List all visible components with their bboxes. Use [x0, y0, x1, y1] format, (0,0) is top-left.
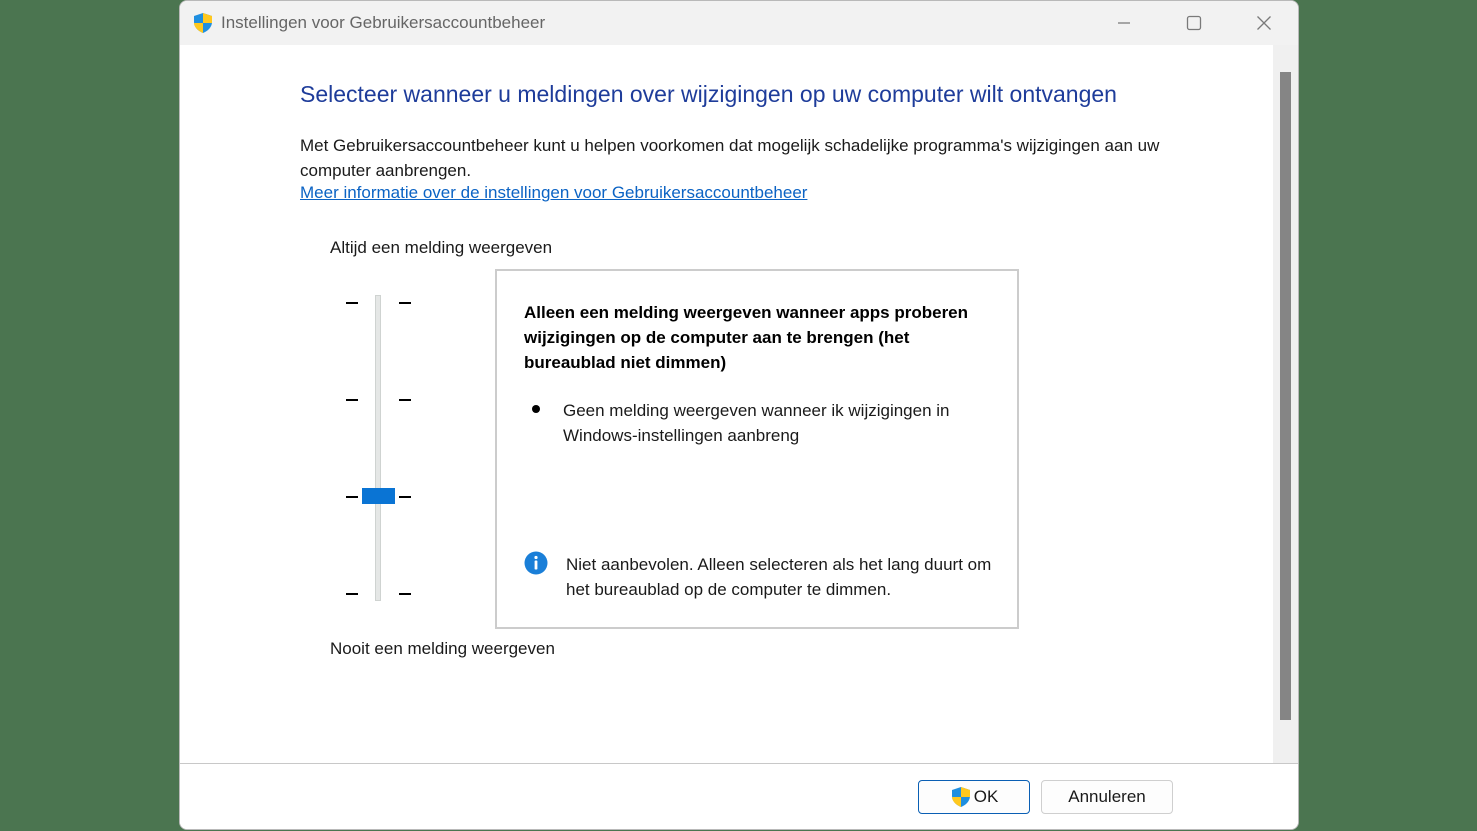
more-info-link[interactable]: Meer informatie over de instellingen voor Gebruikersaccountbeheer [300, 183, 808, 202]
info-icon [524, 551, 548, 575]
warning-text: Niet aanbevolen. Alleen selecteren als het lang duurt om het bureaublad op de computer te dimmen. [566, 555, 992, 599]
bullet-icon [532, 405, 540, 413]
slider-tick [346, 496, 358, 498]
slider-tick [399, 593, 411, 595]
slider-tick [346, 399, 358, 401]
minimize-icon [1116, 15, 1132, 31]
close-button[interactable] [1229, 1, 1299, 45]
uac-shield-icon [192, 12, 214, 34]
uac-shield-icon [950, 786, 972, 808]
scrollbar-thumb[interactable] [1280, 72, 1291, 720]
page-heading: Selecteer wanneer u meldingen over wijzigingen op uw computer wilt ontvangen [300, 81, 1117, 107]
slider-tick [399, 496, 411, 498]
description-text: Met Gebruikersaccountbeheer kunt u helpen voorkomen dat mogelijk schadelijke programma's wijzigingen aan uw computer aanbrengen. [300, 136, 1160, 180]
window-title: Instellingen voor Gebruikersaccountbeheer [221, 13, 546, 32]
ok-button[interactable] [918, 780, 1030, 814]
minimize-button[interactable] [1089, 1, 1159, 45]
vertical-scrollbar[interactable] [1273, 45, 1298, 763]
notification-level-slider[interactable] [346, 293, 412, 605]
slider-tick [346, 593, 358, 595]
slider-tick [399, 302, 411, 304]
level-description-box [495, 269, 1019, 629]
close-icon [1256, 15, 1272, 31]
content-area [180, 45, 1273, 763]
ok-label: OK [973, 787, 999, 806]
title-bar[interactable] [180, 1, 1298, 45]
slider-thumb[interactable] [362, 488, 395, 504]
slider-tick [346, 302, 358, 304]
dialog-footer [180, 763, 1298, 830]
maximize-icon [1186, 15, 1202, 31]
slider-bottom-label: Nooit een melding weergeven [330, 639, 555, 658]
cancel-button[interactable] [1041, 780, 1173, 814]
slider-track[interactable] [375, 295, 381, 601]
level-bullet: Geen melding weergeven wanneer ik wijzigingen in Windows-instellingen aanbreng [563, 401, 950, 445]
cancel-label: Annuleren [1068, 787, 1146, 806]
maximize-button[interactable] [1159, 1, 1229, 45]
level-title: Alleen een melding weergeven wanneer apps proberen wijzigingen op de computer aan te brengen (het bureaublad niet dimmen) [524, 303, 969, 372]
slider-top-label: Altijd een melding weergeven [330, 238, 553, 257]
slider-tick [399, 399, 411, 401]
uac-settings-window [179, 0, 1299, 830]
